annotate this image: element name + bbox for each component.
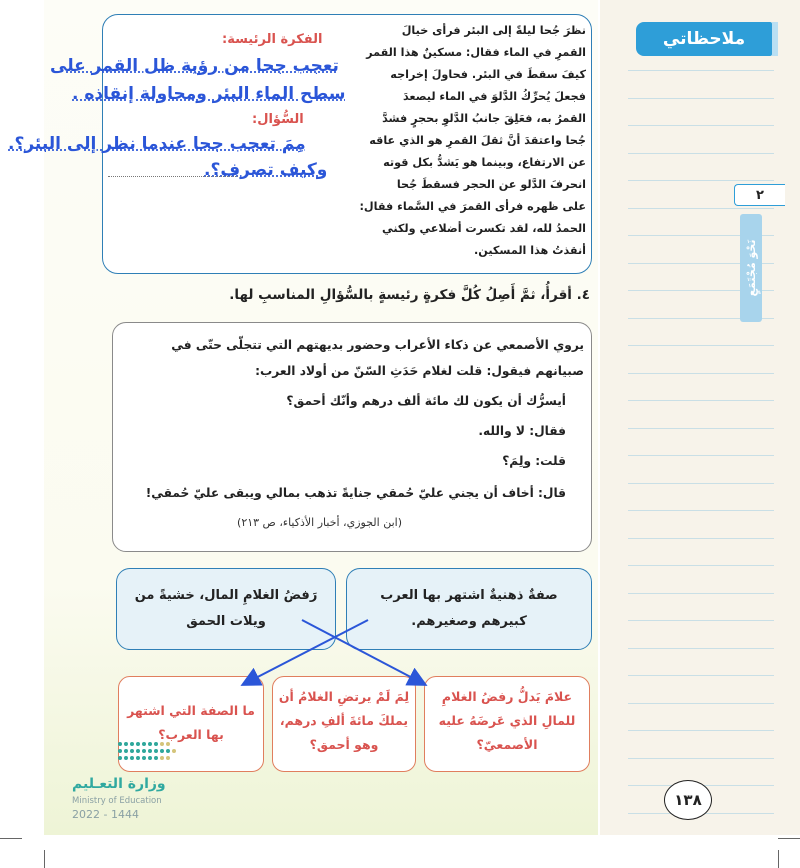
- arrow-idea2-to-q1: [302, 620, 424, 684]
- passage-line: انحرفَ الدَّلو عن الحجر فسقطَ جُحا: [396, 178, 586, 191]
- passage-line: كيفَ سقطَ في البئر. فحاولَ إخراجه: [390, 68, 586, 81]
- idea-card-2-line-1: رَفضُ الغلامِ المال، خشيةً من: [134, 588, 318, 603]
- reading-line-1: يروي الأصمعي عن ذكاء الأعراب وحضور بديهتهم التي تتجلّى حتّى في: [171, 338, 584, 352]
- crop-mark: [44, 850, 45, 868]
- idea-card-1-line-2: كبيرهم وصغيرهم.: [411, 614, 527, 629]
- crop-mark: [778, 838, 800, 839]
- question-card-1-line-2: للمالِ الذي عَرضَهُ عليه: [438, 713, 576, 728]
- reading-line-3: أيسرُّك أن يكون لك مائة ألف درهم وأنّك أحمق؟: [286, 394, 566, 408]
- exercise-title: ٤. أقرأُ، ثمَّ أَصِلُ كُلَّ فكرةٍ رئيسةٍ بالسُّؤالِ المناسبِ لها.: [229, 287, 590, 303]
- page-number: ١٣٨: [664, 780, 712, 820]
- passage-line: على ظهره فرأى القمرَ في السَّماء فقال:: [359, 200, 586, 213]
- unit-number: ٢: [734, 184, 785, 206]
- question-card-1-line-1: علامَ يَدلُّ رفضُ الغلامِ: [441, 689, 573, 704]
- ministry-year: 2022 - 1444: [72, 808, 139, 821]
- citation: (ابن الجوزي، أخبار الأذكياء، ص ٢١٣): [237, 516, 402, 529]
- question-card-3-line-1: ما الصفة التي اشتهر: [127, 703, 255, 718]
- reading-line-6: قال: أخاف أن يجني عليّ حُمقي جنايةً تذهب بمالي ويبقى عليّ حُمقي!: [145, 486, 566, 500]
- passage-line: القمرُ به، فعَلِقَ جانبُ الدَّلوِ بحجرٍ فشدَّ: [382, 112, 586, 125]
- reading-line-5: قلت: ولِمَ؟: [502, 454, 566, 468]
- question-answer-line-2: وكيف تصرف؟.: [204, 160, 328, 180]
- arrow-idea1-to-q3: [244, 620, 368, 684]
- ministry-name-ar: وزارة التعـليم: [72, 776, 166, 792]
- passage-line: جُحا واعتقدَ أنَّ ثقلَ القمرِ هو الذي عاقه: [369, 134, 586, 147]
- main-idea-label: الفكرة الرئيسة:: [222, 32, 323, 47]
- question-card-1-line-3: الأصمعيّ؟: [476, 737, 538, 752]
- notes-header: ملاحظاتي: [636, 22, 772, 56]
- passage-line: أنقذتُ هذا المسكين.: [474, 244, 586, 257]
- question-answer-line-1: مِمَ تعجب جحا عندما نظر إلى البئر؟.: [8, 134, 306, 154]
- passage-line: الحمدُ لله، لقد تكسرت أضلاعي ولكني: [382, 222, 586, 235]
- passage-line: عن الارتفاع، وبينما هو يَشدُّ بكل قوته: [383, 156, 586, 169]
- idea-card-1-line-1: صفةٌ ذهنيةٌ اشتهر بها العرب: [380, 588, 558, 603]
- crop-mark: [778, 850, 779, 868]
- unit-tab-label: نَحْوَ مُجْتَمَعٍ: [744, 239, 758, 297]
- question-card-2-line-1: لِمَ لَمْ يرتضِ الغلامُ أن: [278, 689, 410, 704]
- question-card-2-line-2: يملكَ مائةَ ألفِ درهم،: [279, 713, 409, 728]
- ministry-name-en: Ministry of Education: [72, 796, 162, 806]
- reading-line-4: فقال: لا والله.: [478, 424, 566, 438]
- idea-card-2-line-2: ويلات الحمق: [186, 614, 266, 629]
- question-label: السُّؤال:: [252, 112, 304, 127]
- ministry-logo-icon: [116, 738, 200, 768]
- main-idea-answer-line-2: سطح الماء البئر ومحاولة إنقاذه .: [72, 84, 346, 104]
- passage-line: القمرِ في الماء فقال: مسكينٌ هذا القمر: [366, 46, 586, 59]
- crop-mark: [0, 838, 22, 839]
- passage-line: فجعلَ يُحرِّكُ الدَّلوَ في الماء ليصعدَ: [402, 90, 586, 103]
- main-idea-answer-line-1: تعجب جحا من رؤية ظل القمر على: [50, 56, 339, 76]
- passage-line: نظرَ جُحا ليلةً إلى البئر فرأى خيالَ: [401, 24, 586, 37]
- reading-line-2: صبيانهم فيقول: قلت لغلام حَدَثِ السّنّ من أولاد العرب:: [255, 364, 584, 378]
- question-card-2-line-3: وهو أحمق؟: [309, 737, 379, 752]
- question-card-3-line-2: بها العرب؟: [158, 727, 224, 742]
